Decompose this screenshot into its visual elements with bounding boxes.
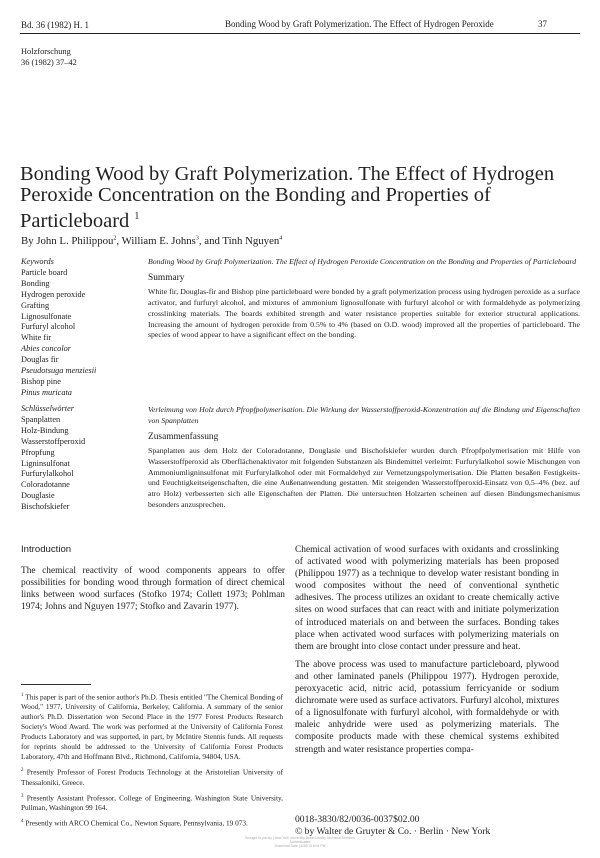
footnote-rule — [21, 684, 91, 685]
keyword: Hydrogen peroxide — [21, 289, 86, 299]
issn-code: 0018-3830/82/0036-0037$02.00 — [295, 814, 420, 825]
keyword: Abies concolor — [21, 344, 72, 354]
abstract-german — [148, 405, 580, 511]
paragraph: The chemical reactivity of wood components appears to offer possibilities for bonding wood through formation of direct chemical links between wood surfaces (Stofko 1974; Collett 1973; Pohlman 1974; Johns and Nguyen 1977; Stofko and Zavarin 1977). — [21, 566, 285, 613]
keywords-heading: Keywords — [21, 257, 54, 266]
footnotes — [21, 691, 283, 833]
keyword: Holz-Bindung — [21, 425, 69, 435]
author-2-mark: 3 — [195, 235, 199, 242]
keyword: White fir — [21, 333, 52, 343]
author-3: Tinh Nguyen — [222, 235, 280, 247]
author-3-mark: 4 — [279, 235, 283, 242]
right-column — [295, 544, 559, 762]
footnote — [21, 792, 283, 813]
running-header-title: Bonding Wood by Graft Polymerization. The Effect of Hydrogen Peroxide — [225, 19, 494, 29]
keyword: Coloradotanne — [21, 480, 70, 490]
footnote-text: Presently with ARCO Chemical Co., Newton Square, Pennsylvania, 19 073. — [25, 818, 248, 828]
paragraph: Chemical activation of wood surfaces with oxidants and crosslinking of activated wood with polymerizing materials has been proposed (Philippou 1977) as a technique to develop water resistant bonding in wood composites without the need of conventional synthetic adhesives. The process utilizes an oxidant to create chemically active sites on wood surfaces that can react with and initiate polymerization of introduced materials on and between the surfaces. Bonding takes place when activated wood surfaces with polymerizing materials on them are brought into close contact under pressure and heat. — [295, 545, 559, 652]
left-column — [21, 544, 285, 619]
keyword: Bishop pine — [21, 376, 61, 386]
article-title — [20, 164, 580, 232]
footnote — [21, 691, 283, 762]
author-1-mark: 2 — [113, 235, 117, 242]
publisher-line: © by Walter de Gruyter & Co. · Berlin · New York — [295, 826, 491, 837]
author-sep-2: , and — [198, 235, 223, 247]
section-heading-introduction: Introduction — [21, 544, 72, 555]
author-2: William E. Johns — [121, 235, 196, 247]
keyword: Bonding — [21, 278, 50, 288]
keyword: Particle board — [21, 267, 68, 277]
download-watermark — [150, 836, 450, 848]
footnote-number: 3 — [21, 793, 24, 799]
journal-name: Holzforschung — [21, 47, 71, 56]
footnote-text: This paper is part of the senior author's Ph.D. Thesis entitled "The Chemical Bonding of Wood," 1977, University of California, Berkeley, California. A summary of the senior author's Ph.D. Dissertation won Second Place in the 1977 Forest Products Research Society's Wood Award. The work was performed at the University of California Forest Products Laboratory and was supported, in part, by McIntire Stennis funds. All requests for reprints should be addressed to the University of California Forest Products Laboratory, 47th and Hoffmann Blvd., Richmond, California, 94804, USA. — [21, 692, 283, 762]
footnote-number: 1 — [21, 693, 24, 698]
zusammenfassung-text: Spanplatten aus dem Holz der Coloradotanne, Douglasie und Bischofskiefer wurden durch Pfropfpolymerisation mit Hilfe von Wasserstoffperoxid als Oberflächenaktivator mit folgenden Substanzen als Bindemittel verleimt: Furfurylalkohol sowie Mischungen von Ammoniumligninsulfonat mit Furfurylalkohol oder mit Formaldehyd zur Vernetzungspolymerisation. Die Platten besaßen Festigkeits- und Feuchtigkeitseigenschaften, die eine Außenanwendung gestatten. Mit steigenden Wasserstoffperoxid-Einsatz von 0,5–4% (bez. auf atro Holz) verbesserten sich alle Eigenschaften der Platten. Die untersuchten Holzarten scheinen auf diesen Bindungsmechanismus besonders anzusprechen. — [148, 445, 580, 510]
keyword: Wasserstoffperoxid — [21, 436, 86, 446]
keyword: Furfurylalkohol — [21, 469, 74, 479]
summary-text: White fir, Douglas-fir and Bishop pine particleboard were bonded by a graft polymerization process using hydrogen peroxide as a surface activator, and furfuryl alcohol, and mixtures of ammonium lignosulfonate with furfuryl alcohol or with formaldehyde as polymerizing crosslinking materials. The boards exhibited strength and water resistance properties suitable for exterior structural applications. Increasing the amount of hydrogen peroxide from 0.5% to 4% (based on O.D. wood) improved all the properties of particleboard. The species of wood appear to have a significant effect on the bonding. — [148, 286, 580, 340]
running-header-volume: Bd. 36 (1982) H. 1 — [21, 20, 89, 30]
article-title-text: Bonding Wood by Graft Polymerization. The Effect of Hydrogen Peroxide Concentration on the Bonding and Properties of Particleboard — [20, 163, 555, 232]
keyword: Pinus muricata — [21, 387, 72, 397]
keyword: Spanplatten — [21, 414, 61, 424]
download-line: Authenticated — [289, 840, 311, 844]
footnote — [21, 766, 283, 787]
journal-info — [21, 46, 77, 68]
keyword: Lignosulfonate — [21, 311, 72, 321]
download-line: Download Date | 6/30/15 6:04 PM — [274, 844, 326, 848]
abstract-english — [148, 257, 580, 341]
author-line — [21, 235, 282, 247]
title-footnote-mark: 1 — [134, 211, 140, 222]
zusammenfassung-heading: Zusammenfassung — [148, 431, 219, 442]
paragraph: The above process was used to manufacture particleboard, plywood and other laminated panels (Philippou 1977). Hydrogen peroxide, peroxyacetic acid, nitric acid, potassium ferricyanide or sodium dichromate were used as surface activators. Furfuryl alcohol, mixtures of a lignosulfonate with furfuryl alcohol, with formaldehyde or with maleic anhydride were used as polymerizing materials. The composite products made with these chemical systems exhibited strength and water resistance properties compa- — [295, 659, 559, 755]
author-prefix: By — [21, 235, 37, 247]
keywords-english — [21, 257, 129, 399]
journal-volume: 36 (1982) 37–42 — [21, 58, 77, 67]
summary-heading: Summary — [148, 272, 185, 283]
keyword: Ligninsulfonat — [21, 458, 70, 468]
keyword: Grafting — [21, 300, 50, 310]
footnote-number: 4 — [21, 819, 24, 825]
keyword: Douglas fir — [21, 355, 59, 365]
author-sep-1: , — [116, 235, 122, 247]
header-rule — [20, 33, 580, 34]
page-number: 37 — [538, 19, 547, 29]
keywords-german — [21, 404, 129, 513]
keyword: Douglasie — [21, 491, 55, 501]
abstract-title: Verleimung von Holz durch Pfropfpolymerisation. Die Wirkung der Wasserstoffperoxid-Konzentration auf die Bindung und Eigenschaften von Spanplatten — [148, 405, 580, 425]
download-line: Brought to you by | New York University Bobst Library Technical Services — [245, 836, 355, 840]
footnote-number: 2 — [21, 768, 24, 774]
footnote-text: Presently Professor of Forest Products Technology at the Aristotelian University of Thessaloniki, Greece. — [21, 767, 283, 787]
footnote-text: Presently Assistant Professor, College of Engineering, Washington State University, Pullman, Washington 99 164. — [21, 793, 283, 813]
author-1: John L. Philippou — [36, 235, 114, 247]
keyword: Bischofskiefer — [21, 502, 70, 512]
keywords-heading: Schlüsselwörter — [21, 404, 75, 413]
footnote — [21, 817, 283, 828]
abstract-title: Bonding Wood by Graft Polymerization. The Effect of Hydrogen Peroxide Concentration on the Bonding and Properties of Particleboard — [148, 257, 577, 266]
keyword: Furfuryl alcohol — [21, 322, 76, 332]
keyword: Pseudotsuga menziesii — [21, 366, 97, 376]
keyword: Pfropfung — [21, 447, 55, 457]
copyright-block — [295, 814, 490, 838]
